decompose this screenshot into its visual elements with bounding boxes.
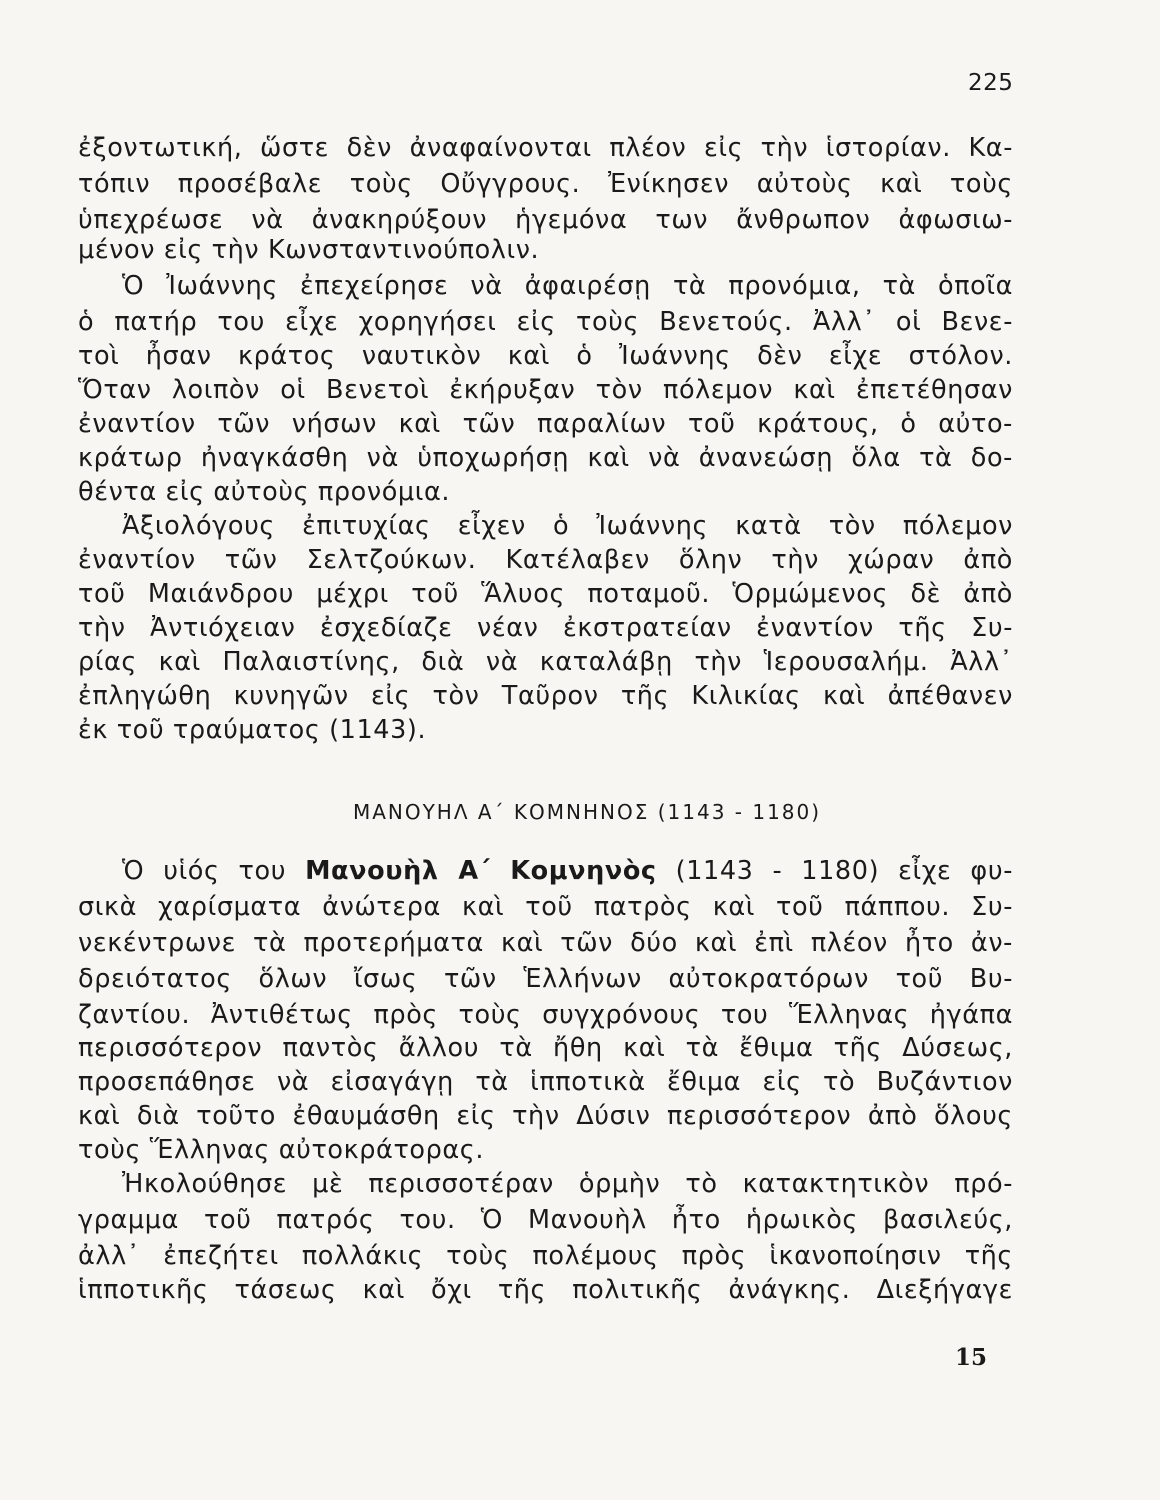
text-line: ἐναντίον τῶν νήσων καὶ τῶν παραλίων τοῦ κράτους, ὁ αὐτο-	[78, 409, 1013, 439]
text-line: δρειότατος ὅλων ἴσως τῶν Ἑλλήνων αὐτοκρατόρων τοῦ Βυ-	[78, 964, 1013, 994]
text-line: θέντα εἰς αὐτοὺς προνόμια.	[78, 477, 451, 507]
text-line: τοὶ ἦσαν κράτος ναυτικὸν καὶ ὁ Ἰωάννης δὲν εἶχε στόλον.	[78, 341, 1013, 371]
text-line: Ἠκολούθησε μὲ περισσοτέραν ὁρμὴν τὸ κατακτητικὸν πρό-	[122, 1169, 1013, 1199]
emperor-name: Μανουὴλ Α΄ Κομνηνὸς	[305, 856, 657, 886]
page-number: 225	[968, 70, 1014, 96]
text-line: νεκέντρωνε τὰ προτερήματα καὶ τῶν δύο καὶ ἐπὶ πλέον ἦτο ἀν-	[78, 928, 1013, 958]
text-line: ἀλλ᾽ ἐπεζήτει πολλάκις τοὺς πολέμους πρὸς ἱκανοποίησιν τῆς	[78, 1241, 1013, 1271]
text-line: τόπιν προσέβαλε τοὺς Οὔγγρους. Ἐνίκησεν αὐτοὺς καὶ τοὺς	[78, 169, 1013, 199]
text-line: ἱπποτικῆς τάσεως καὶ ὄχι τῆς πολιτικῆς ἀνάγκης. Διεξήγαγε	[78, 1275, 1013, 1305]
text-fragment: (1143 - 1180) εἶχε φυ-	[675, 856, 1014, 886]
text-line: προσεπάθησε νὰ εἰσαγάγῃ τὰ ἱπποτικὰ ἔθιμα εἰς τὸ Βυζάντιον	[78, 1067, 1013, 1097]
text-line: ἐκ τοῦ τραύματος (1143).	[78, 715, 427, 745]
text-line: τὴν Ἀντιόχειαν ἐσχεδίαζε νέαν ἐκστρατείαν ἐναντίον τῆς Συ-	[78, 613, 1013, 643]
section-heading: ΜΑΝΟΥΗΛ Α΄ ΚΟΜΝΗΝΟΣ (1143 - 1180)	[352, 800, 822, 824]
text-line: τοὺς Ἕλληνας αὐτοκράτορας.	[78, 1135, 485, 1165]
text-line: γραμμα τοῦ πατρός του. Ὁ Μανουὴλ ἦτο ἡρωικὸς βασιλεύς,	[78, 1205, 1013, 1235]
text-line: ὁ πατήρ του εἶχε χορηγήσει εἰς τοὺς Βενετούς. Ἀλλ᾽ οἱ Βενε-	[78, 307, 1013, 337]
text-line: Ὅταν λοιπὸν οἱ Βενετοὶ ἐκήρυξαν τὸν πόλεμον καὶ ἐπετέθησαν	[78, 375, 1013, 405]
text-line: ἐναντίον τῶν Σελτζούκων. Κατέλαβεν ὅλην τὴν χώραν ἀπὸ	[78, 545, 1013, 575]
text-line: ζαντίου. Ἀντιθέτως πρὸς τοὺς συγχρόνους του Ἕλληνας ἠγάπα	[78, 1000, 1013, 1030]
text-line: τοῦ Μαιάνδρου μέχρι τοῦ Ἅλυος ποταμοῦ. Ὁρμώμενος δὲ ἀπὸ	[78, 579, 1013, 609]
text-line: Ἀξιολόγους ἐπιτυχίας εἶχεν ὁ Ἰωάννης κατὰ τὸν πόλεμον	[122, 511, 1013, 541]
text-line: κράτωρ ἠναγκάσθη νὰ ὑποχωρήσῃ καὶ νὰ ἀνανεώσῃ ὅλα τὰ δο-	[78, 443, 1013, 473]
text-line: ὑπεχρέωσε νὰ ἀνακηρύξουν ἡγεμόνα των ἄνθρωπον ἀφωσιω-	[78, 205, 1013, 235]
text-line-first	[122, 853, 1013, 889]
text-line: Ὁ Ἰωάννης ἐπεχείρησε νὰ ἀφαιρέσῃ τὰ προνόμια, τὰ ὁποῖα	[122, 271, 1013, 301]
text-line: ρίας καὶ Παλαιστίνης, διὰ νὰ καταλάβῃ τὴν Ἱερουσαλήμ. Ἀλλ᾽	[78, 647, 1013, 677]
text-fragment: Ὁ υἱός του	[122, 856, 287, 886]
signature-mark: 15	[955, 1344, 988, 1371]
text-line: ἐπληγώθη κυνηγῶν εἰς τὸν Ταῦρον τῆς Κιλικίας καὶ ἀπέθανεν	[78, 681, 1013, 711]
text-line: ἐξοντωτική, ὥστε δὲν ἀναφαίνονται πλέον εἰς τὴν ἱστορίαν. Κα-	[78, 133, 1013, 163]
text-line: σικὰ χαρίσματα ἀνώτερα καὶ τοῦ πατρὸς καὶ τοῦ πάππου. Συ-	[78, 892, 1013, 922]
text-line: καὶ διὰ τοῦτο ἐθαυμάσθη εἰς τὴν Δύσιν περισσότερον ἀπὸ ὅλους	[78, 1101, 1013, 1131]
text-line: μένον εἰς τὴν Κωνσταντινούπολιν.	[78, 235, 540, 265]
text-line: περισσότερον παντὸς ἄλλου τὰ ἤθη καὶ τὰ ἔθιμα τῆς Δύσεως,	[78, 1033, 1013, 1063]
